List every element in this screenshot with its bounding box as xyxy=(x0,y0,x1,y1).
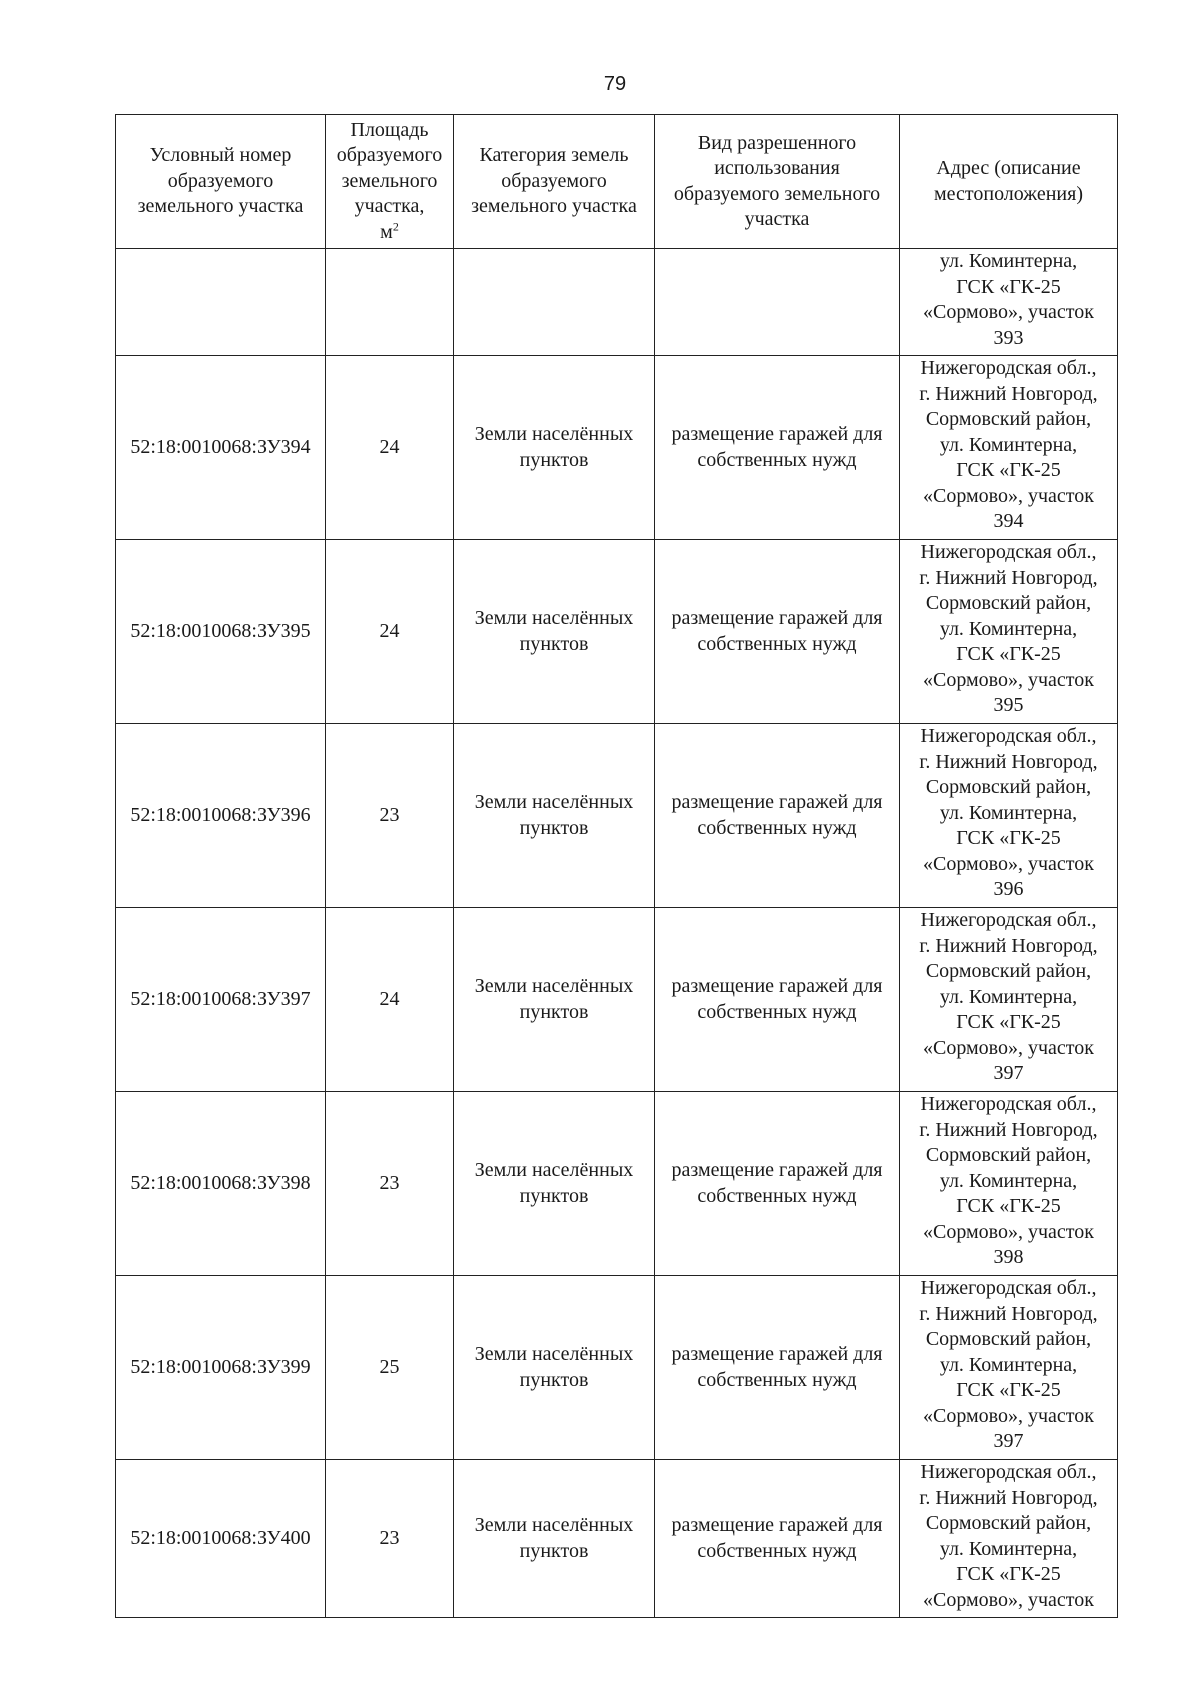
address-line: г. Нижний Новгород, xyxy=(919,750,1098,773)
header-line: Площадь xyxy=(350,118,429,141)
category-line: Земли населённых xyxy=(474,975,634,997)
cell-plot-number: 52:18:0010068:ЗУ398 xyxy=(116,1092,326,1276)
address-line: Нижегородская обл., xyxy=(920,541,1097,563)
address-line: Нижегородская обл., xyxy=(920,1277,1097,1299)
header-line: использования xyxy=(714,157,840,179)
cell-area: 24 xyxy=(326,356,454,540)
address-line: Сормовский район, xyxy=(925,1328,1092,1350)
cell-permitted-use xyxy=(655,356,900,540)
address-line: 398 xyxy=(993,1246,1024,1268)
header-line: участка, xyxy=(354,195,425,218)
cell-plot-number xyxy=(116,249,326,356)
cell-permitted-use xyxy=(655,540,900,724)
address-line: Сормовский район, xyxy=(925,408,1092,430)
category-line: пунктов xyxy=(519,632,589,655)
cell-area: 25 xyxy=(326,1276,454,1460)
address-line: «Сормово», участок xyxy=(922,1588,1094,1611)
address-line: ГСК «ГК-25 xyxy=(956,1195,1061,1217)
cell-area: 23 xyxy=(326,1460,454,1618)
use-line: размещение гаражей для xyxy=(671,423,883,445)
use-line: собственных нужд xyxy=(697,816,857,839)
category-line: пунктов xyxy=(519,1368,589,1391)
use-line: собственных нужд xyxy=(697,1184,857,1207)
header-land-category xyxy=(454,115,655,249)
cell-category xyxy=(454,249,655,356)
address-line: ГСК «ГК-25 xyxy=(956,643,1061,665)
category-line: Земли населённых xyxy=(474,1343,634,1365)
land-plots-table xyxy=(115,114,1118,1618)
cell-permitted-use xyxy=(655,1276,900,1460)
header-line: земельного xyxy=(341,169,438,192)
cell-category xyxy=(454,1276,655,1460)
address-line: ул. Коминтерна, xyxy=(939,1169,1078,1192)
address-line: ул. Коминтерна, xyxy=(939,433,1078,456)
category-line: пунктов xyxy=(519,448,589,471)
table-row xyxy=(116,908,1118,1092)
header-line: земельного участка xyxy=(471,195,637,218)
cell-address xyxy=(900,1276,1118,1460)
header-address xyxy=(900,115,1118,249)
table-row xyxy=(116,540,1118,724)
address-line: г. Нижний Новгород, xyxy=(919,1486,1098,1509)
use-line: размещение гаражей для xyxy=(671,975,883,997)
header-plot-number xyxy=(116,115,326,249)
address-line: Нижегородская обл., xyxy=(920,725,1097,747)
use-line: собственных нужд xyxy=(697,632,857,655)
address-line: ГСК «ГК-25 xyxy=(956,1563,1061,1585)
category-line: пунктов xyxy=(519,1184,589,1207)
address-line: «Сормово», участок xyxy=(922,852,1094,875)
address-line: ГСК «ГК-25 xyxy=(956,1379,1061,1401)
address-line: 394 xyxy=(993,510,1024,532)
address-line: 397 xyxy=(993,1062,1024,1084)
cell-area xyxy=(326,249,454,356)
header-line: участка xyxy=(744,208,810,230)
address-line: ул. Коминтерна, xyxy=(939,617,1078,640)
use-line: собственных нужд xyxy=(697,1000,857,1023)
header-permitted-use xyxy=(655,115,900,249)
address-line: «Сормово», участок xyxy=(922,1220,1094,1243)
address-line: г. Нижний Новгород, xyxy=(919,1118,1098,1141)
address-line: г. Нижний Новгород, xyxy=(919,1302,1098,1325)
table-row-continuation xyxy=(116,249,1118,356)
cell-permitted-use xyxy=(655,908,900,1092)
cell-category xyxy=(454,1092,655,1276)
category-line: Земли населённых xyxy=(474,1514,634,1536)
cell-permitted-use xyxy=(655,1460,900,1618)
address-line: «Сормово», участок xyxy=(922,668,1094,691)
address-line: ГСК «ГК-25 xyxy=(956,459,1061,481)
cell-permitted-use xyxy=(655,1092,900,1276)
header-area-unit xyxy=(326,220,453,246)
address-line: г. Нижний Новгород, xyxy=(919,566,1098,589)
address-line: ул. Коминтерна, xyxy=(939,1353,1078,1376)
cell-address xyxy=(900,1460,1118,1618)
cell-plot-number: 52:18:0010068:ЗУ396 xyxy=(116,724,326,908)
address-line: Нижегородская обл., xyxy=(920,1461,1097,1483)
cell-plot-number: 52:18:0010068:ЗУ399 xyxy=(116,1276,326,1460)
category-line: Земли населённых xyxy=(474,791,634,813)
use-line: собственных нужд xyxy=(697,448,857,471)
use-line: собственных нужд xyxy=(697,1368,857,1391)
address-line: Сормовский район, xyxy=(925,1144,1092,1166)
cell-category xyxy=(454,1460,655,1618)
address-line: Нижегородская обл., xyxy=(920,909,1097,931)
address-line: 396 xyxy=(993,878,1024,900)
address-line: 393 xyxy=(993,326,1024,349)
cell-address xyxy=(900,724,1118,908)
table-header-row xyxy=(116,115,1118,249)
address-line: г. Нижний Новгород, xyxy=(919,382,1098,405)
use-line: размещение гаражей для xyxy=(671,1343,883,1365)
header-line: образуемого xyxy=(501,169,607,192)
header-line: образуемого xyxy=(167,169,274,192)
header-line: образуемого xyxy=(336,144,443,167)
address-line: ул. Коминтерна, xyxy=(939,1537,1078,1560)
cell-category xyxy=(454,540,655,724)
address-line: ул. Коминтерна, xyxy=(939,985,1078,1008)
cell-area: 24 xyxy=(326,540,454,724)
cell-category xyxy=(454,356,655,540)
address-line: «Сормово», участок xyxy=(922,1404,1094,1427)
use-line: размещение гаражей для xyxy=(671,1159,883,1181)
use-line: размещение гаражей для xyxy=(671,607,883,629)
use-line: собственных нужд xyxy=(697,1539,857,1562)
address-line: ГСК «ГК-25 xyxy=(956,1011,1061,1033)
header-area xyxy=(326,115,454,249)
category-line: пунктов xyxy=(519,1000,589,1023)
cell-address xyxy=(900,540,1118,724)
address-line: Сормовский район, xyxy=(925,776,1092,798)
address-line: Сормовский район, xyxy=(925,1512,1092,1534)
header-line: образуемого земельного xyxy=(673,182,881,205)
header-line: Вид разрешенного xyxy=(697,131,857,154)
cell-plot-number: 52:18:0010068:ЗУ397 xyxy=(116,908,326,1092)
cell-address xyxy=(900,1092,1118,1276)
address-line: Нижегородская обл., xyxy=(920,1093,1097,1115)
category-line: пунктов xyxy=(519,816,589,839)
table-row xyxy=(116,1092,1118,1276)
header-line: Категория земель xyxy=(479,144,629,167)
cell-plot-number: 52:18:0010068:ЗУ394 xyxy=(116,356,326,540)
category-line: Земли населённых xyxy=(474,607,634,629)
address-line: ГСК «ГК-25 xyxy=(956,275,1061,298)
cell-permitted-use xyxy=(655,724,900,908)
cell-address xyxy=(900,249,1118,356)
address-line: «Сормово», участок xyxy=(922,301,1094,323)
table-body xyxy=(116,249,1118,1618)
use-line: размещение гаражей для xyxy=(671,791,883,813)
address-line: Сормовский район, xyxy=(925,592,1092,614)
cell-plot-number: 52:18:0010068:ЗУ395 xyxy=(116,540,326,724)
address-line: 395 xyxy=(993,694,1024,716)
address-line: ГСК «ГК-25 xyxy=(956,827,1061,849)
page-number: 79 xyxy=(603,73,627,95)
cell-area: 23 xyxy=(326,1092,454,1276)
table-row xyxy=(116,356,1118,540)
header-line: Адрес (описание xyxy=(936,157,1081,179)
cell-address xyxy=(900,908,1118,1092)
use-line: размещение гаражей для xyxy=(671,1514,883,1536)
address-line: ул. Коминтерна, xyxy=(939,801,1078,824)
cell-permitted-use xyxy=(655,249,900,356)
address-line: ул. Коминтерна, xyxy=(939,250,1078,272)
header-line: Условный номер xyxy=(149,144,292,167)
address-line: 397 xyxy=(993,1430,1024,1452)
address-line: «Сормово», участок xyxy=(922,1036,1094,1059)
address-line: Сормовский район, xyxy=(925,960,1092,982)
cell-address xyxy=(900,356,1118,540)
table-row xyxy=(116,724,1118,908)
cell-category xyxy=(454,724,655,908)
category-line: Земли населённых xyxy=(474,1159,634,1181)
address-line: Нижегородская обл., xyxy=(920,357,1097,379)
category-line: Земли населённых xyxy=(474,423,634,445)
cell-category xyxy=(454,908,655,1092)
address-line: г. Нижний Новгород, xyxy=(919,934,1098,957)
area-unit: м xyxy=(380,220,393,243)
table-row xyxy=(116,1276,1118,1460)
table-row xyxy=(116,1460,1118,1618)
cell-area: 23 xyxy=(326,724,454,908)
cell-area: 24 xyxy=(326,908,454,1092)
header-line: местоположения) xyxy=(933,182,1083,205)
category-line: пунктов xyxy=(519,1539,589,1562)
area-unit-superscript: 2 xyxy=(392,219,399,234)
header-line: земельного участка xyxy=(137,195,304,218)
cell-plot-number: 52:18:0010068:ЗУ400 xyxy=(116,1460,326,1618)
address-line: «Сормово», участок xyxy=(922,484,1094,507)
